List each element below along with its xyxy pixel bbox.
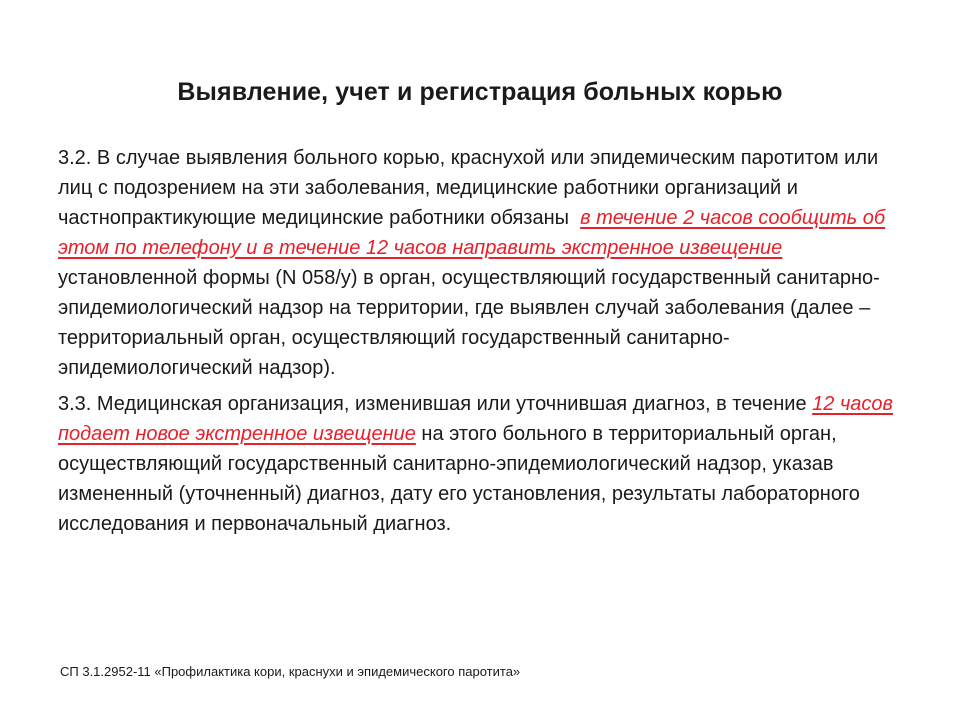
paragraph-3-3-text-start: 3.3. Медицинская организация, изменившая или уточнившая диагноз, в течение xyxy=(58,393,807,415)
paragraph-3-2-text-start: 3.2. В случае выявления больного корью, краснухой или эпидемическим паротитом или лиц с подозрением на эти заболевания, медицинские работники организаций и частнопрактикующие медицинские работники обязаны xyxy=(58,147,879,229)
source-footnote: СП 3.1.2952-11 «Профилактика кори, краснухи и эпидемического паротита» xyxy=(60,664,521,679)
paragraph-3-3 xyxy=(58,389,908,539)
paragraph-3-2 xyxy=(58,143,908,383)
paragraph-3-3-highlight: 12 часов подает новое экстренное извещение xyxy=(58,393,893,445)
slide-title: Выявление, учет и регистрация больных корью xyxy=(177,78,783,106)
paragraph-3-2-highlight: в течение 2 часов сообщить об этом по телефону и в течение 12 часов направить экстренное извещение xyxy=(58,207,886,259)
slide-body xyxy=(58,143,908,539)
paragraph-3-2-text-end: установленной формы (N 058/у) в орган, осуществляющий государственный санитарно-эпидемиологический надзор на территории, где выявлен случай заболевания (далее – территориальный орган, осуществляющий государственный санитарно-эпидемиологический надзор). xyxy=(58,267,880,379)
paragraph-3-3-text-end: на этого больного в территориальный орган, осуществляющий государственный санитарно-эпидемиологический надзор, указав измененный (уточненный) диагноз, дату его установления, результаты лабораторного исследования и первоначальный диагноз. xyxy=(58,423,860,535)
